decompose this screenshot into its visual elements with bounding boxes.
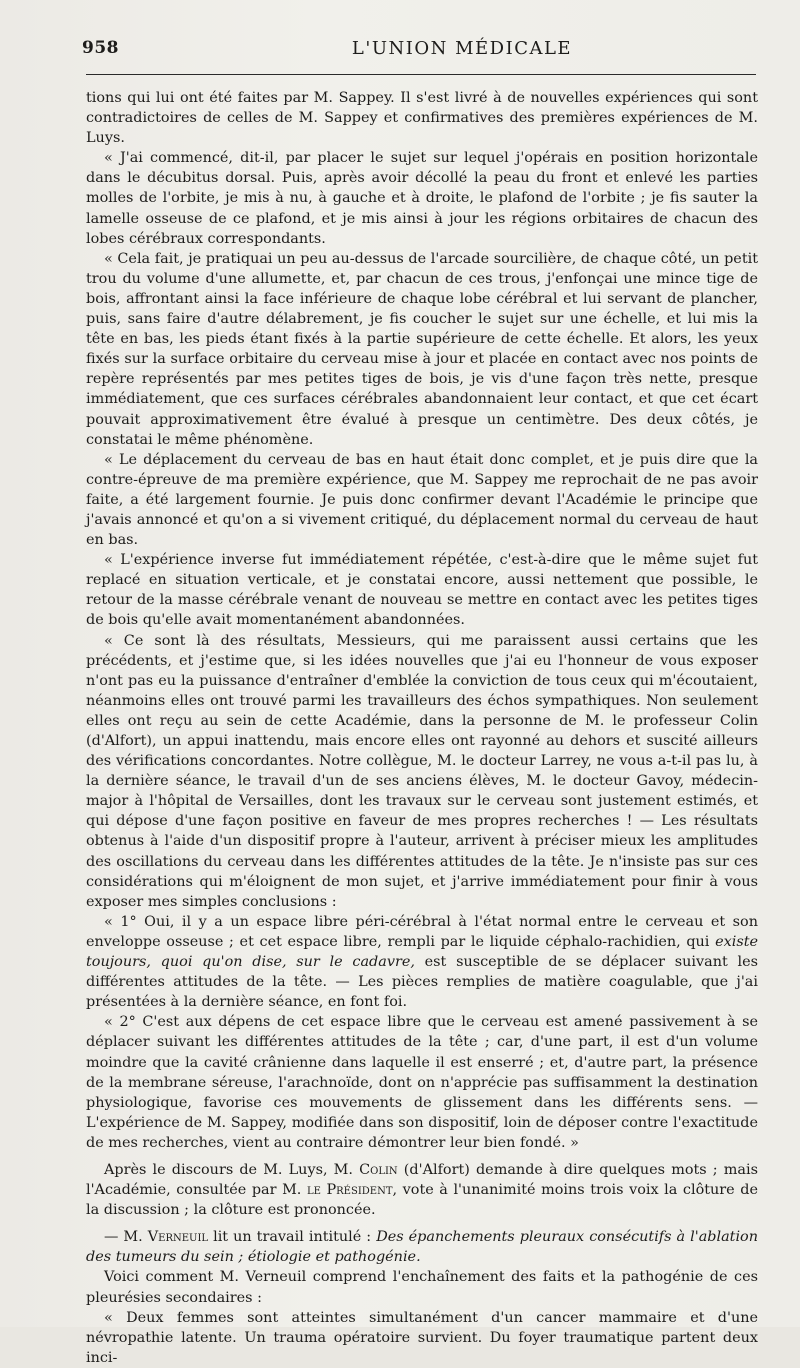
- closure-text-3: , vote à l'unanimité moins trois voix la clôture de la discussion ; la clôture est prononcée.: [86, 1182, 758, 1219]
- paragraph-closure: [86, 1160, 758, 1220]
- closure-text-1: Après le discours de M. Luys, M.: [104, 1161, 360, 1178]
- page-header: [82, 38, 762, 62]
- speaker-president: le Président: [306, 1182, 393, 1199]
- verneuil-text: lit un travail intitulé :: [208, 1229, 377, 1246]
- paragraph-quote-4: « L'expérience inverse fut immédiatement répétée, c'est-à-dire que le même sujet fut replacé en situation verticale, et je constatai encore, aussi nettement que possible, le retour de la masse cérébrale venant de nouveau se mettre en contact avec les petites tiges de bois qu'elle avait momentanément abandonnées.: [86, 552, 758, 629]
- paragraph-quote-2: « Cela fait, je pratiquai un peu au-dessus de l'arcade sourcilière, de chaque côté, un petit trou du volume d'une allumette, et, par chacun de ces trous, j'enfonçai une mince tige de bois, affrontant ainsi la face inférieure de chaque lobe cérébral et lui servant de plancher, puis, sans faire d'autre délabrement, je fis coucher le sujet sur une échelle, et lui mis la tête en bas, les pieds étant fixés à la partie supérieure de cette échelle. Et alors, les yeux fixés sur la surface orbitaire du cerveau mise à jour et placée en contact avec nos points de repère représentés par mes petites tiges de bois, je vis d'une façon très nette, presque immédiatement, que ces surfaces cérébrales abandonnaient leur contact, et que cet écart pouvait approximativement être évalué à presque un centimètre. Des deux côtés, je constatai le même phénomène.: [86, 250, 758, 448]
- conclusion-1-start: « 1° Oui, il y a un espace libre péri-cérébral à l'état normal entre le cerveau et son enveloppe osseuse ; et cet espace libre, rempli par le liquide céphalo-rachidien, qui: [86, 913, 758, 950]
- paragraph-verneuil-3: « Deux femmes sont atteintes simultanément d'un cancer mammaire et d'une névropathie latente. Un trauma opératoire survient. Du foyer traumatique partent deux inci-: [86, 1309, 758, 1366]
- verneuil-title: Des épanchements pleuraux consécutifs à l'ablation des tumeurs du sein ; étiologie et pathogénie.: [86, 1229, 758, 1266]
- paragraph-conclusion-1: [86, 912, 758, 1012]
- paragraph-quote-5: « Ce sont là des résultats, Messieurs, qui me paraissent aussi certains que les précédents, et j'estime que, si les idées nouvelles que j'ai eu l'honneur de vous exposer n'ont pas eu la puissance d'entraîner d'emblée la conviction de tous ceux qui m'écoutaient, néanmoins elles ont trouvé parmi les travailleurs des échos sympathiques. Non seulement elles ont reçu au sein de cette Académie, dans la personne de M. le professeur Colin (d'Alfort), un appui inattendu, mais encore elles ont rayonné au dehors et suscité ailleurs des vérifications concordantes. Notre collègue, M. le docteur Larrey, ne vous a-t-il pas lu, à la dernière séance, le travail d'un de ses anciens élèves, M. le docteur Gavoy, médecin-major à l'hôpital de Versailles, dont les travaux sur le cerveau sont justement estimés, et qui dépose d'une façon positive en faveur de mes propres recherches ! — Les résultats obtenus à l'aide d'un dispositif propre à l'auteur, arrivent à préciser mieux les amplitudes des oscillations du cerveau dans les différentes attitudes de la tête. Je n'insiste pas sur ces considérations qui m'éloignent de mon sujet, et j'arrive immédiatement pour finir à vous exposer mes simples conclusions :: [86, 632, 758, 910]
- paragraph-conclusion-2: « 2° C'est aux dépens de cet espace libre que le cerveau est amené passivement à se déplacer suivant les différentes attitudes de la tête ; car, d'une part, il est d'un volume moindre que la cavité crânienne dans laquelle il est enserré ; et, d'autre part, la présence de la membrane séreuse, l'arachnoïde, dont on n'apprécie pas suffisamment la destination physiologique, favorise ces mouvements de glissement dans les différents sens. — L'expérience de M. Sappey, modifiée dans son dispositif, loin de déposer contre l'exactitude de mes recherches, vient au contraire démontrer leur bien fondé. »: [86, 1014, 758, 1151]
- closure-text-2: (d'Alfort) demande à dire quelques mots ; mais l'Académie, consultée par M.: [86, 1161, 758, 1199]
- paragraph-opening: tions qui lui ont été faites par M. Sappey. Il s'est livré à de nouvelles expériences qui sont contradictoires de celles de M. Sappey et confirmatives des premières expériences de M. Luys.: [86, 90, 758, 147]
- journal-title: L'UNION MÉDICALE: [351, 38, 573, 59]
- conclusion-1-italic: existe toujours, quoi qu'on dise, sur le cadavre,: [86, 933, 758, 971]
- article-body: [86, 88, 758, 1368]
- header-rule: [86, 74, 756, 75]
- paragraph-quote-3: « Le déplacement du cerveau de bas en haut était donc complet, et je puis dire que la contre-épreuve de ma première expérience, que M. Sappey me reprochait de ne pas avoir faite, a été largement fournie. Je puis donc confirmer devant l'Académie le principe que j'avais annoncé et qu'on a si vivement critiqué, du déplacement normal du cerveau de haut en bas.: [86, 451, 758, 549]
- conclusion-1-end: est susceptible de se déplacer suivant les différentes attitudes de la tête. — Les pièces remplies de matière coagulable, que j'ai présentées à la dernière séance, en font foi.: [86, 954, 758, 1011]
- speaker-verneuil: Verneuil: [147, 1229, 209, 1246]
- paragraph-quote-1: « J'ai commencé, dit-il, par placer le sujet sur lequel j'opérais en position horizontale dans le décubitus dorsal. Puis, après avoir décollé la peau du front et enlevé les parties molles de l'orbite, je mis à nu, à gauche et à droite, le plafond de l'orbite ; je fis sauter la lamelle osseuse de ce plafond, et je mis ainsi à jour les régions orbitaires de chacun des lobes cérébraux correspondants.: [86, 150, 758, 247]
- verneuil-prefix: — M.: [104, 1229, 148, 1246]
- speaker-colin: Colin: [359, 1161, 398, 1178]
- paragraph-verneuil-2: Voici comment M. Verneuil comprend l'enchaînement des faits et la pathogénie de ces pleurésies secondaires :: [86, 1269, 758, 1306]
- page-number: 958: [82, 38, 119, 58]
- paragraph-verneuil: [86, 1227, 758, 1267]
